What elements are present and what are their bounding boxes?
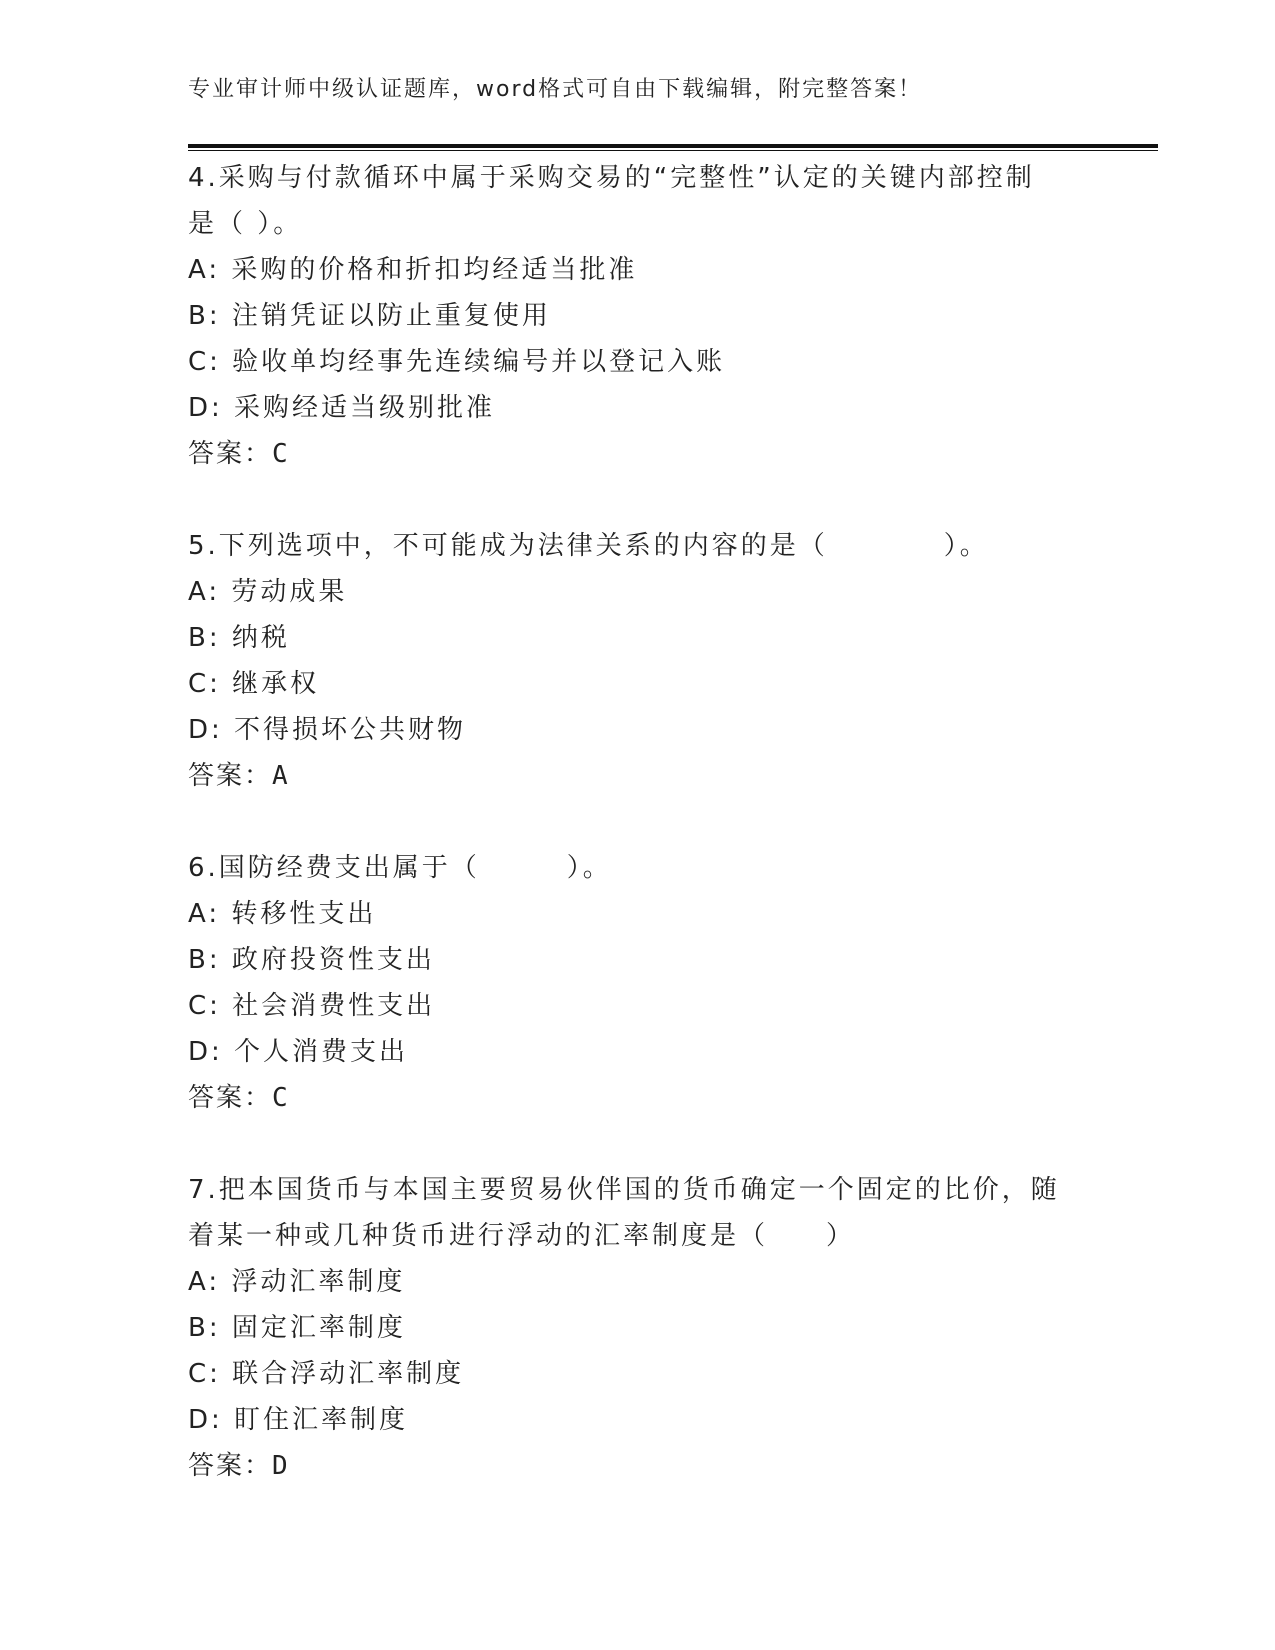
answer-value: C [272, 1083, 288, 1113]
question-stem-continued: 着某一种或几种货币进行浮动的汇率制度是（ ） [188, 1221, 856, 1251]
option-d: D: 盯住汇率制度 [188, 1405, 409, 1435]
option-a: A: 劳动成果 [188, 577, 348, 607]
option-d: D: 个人消费支出 [188, 1037, 409, 1067]
option-d: D: 不得损坏公共财物 [188, 715, 467, 745]
question-stem: 4.采购与付款循环中属于采购交易的“完整性”认定的关键内部控制 [188, 163, 1035, 193]
question-7 [188, 1167, 1158, 1489]
header-divider-thin [188, 150, 1158, 151]
answer-label: 答案： [188, 761, 273, 791]
option-d: D: 采购经适当级别批准 [188, 393, 496, 423]
option-c: C: 社会消费性支出 [188, 991, 436, 1021]
option-c: C: 验收单均经事先连续编号并以登记入账 [188, 347, 726, 377]
answer-value: C [272, 439, 288, 469]
question-stem: 6.国防经费支出属于（ ）。 [188, 853, 612, 883]
question-6 [188, 845, 1158, 1121]
question-4 [188, 155, 1158, 477]
option-a: A: 采购的价格和折扣均经适当批准 [188, 255, 638, 285]
answer-label: 答案： [188, 1083, 273, 1113]
option-c: C: 继承权 [188, 669, 320, 699]
option-a: A: 浮动汇率制度 [188, 1267, 406, 1297]
answer-line [188, 431, 1158, 477]
question-stem-continued: 是（ ）。 [188, 209, 303, 239]
option-b: B: 注销凭证以防止重复使用 [188, 301, 551, 331]
question-stem: 7.把本国货币与本国主要贸易伙伴国的货币确定一个固定的比价，随 [188, 1175, 1060, 1205]
answer-label: 答案： [188, 1451, 273, 1481]
header-divider-thick [188, 144, 1158, 148]
question-5 [188, 523, 1158, 799]
option-b: B: 政府投资性支出 [188, 945, 435, 975]
option-b: B: 纳税 [188, 623, 290, 653]
answer-value: A [272, 761, 288, 791]
option-a: A: 转移性支出 [188, 899, 377, 929]
answer-value: D [272, 1451, 288, 1481]
option-b: B: 固定汇率制度 [188, 1313, 406, 1343]
answer-label: 答案： [188, 439, 273, 469]
answer-line [188, 1075, 1158, 1121]
page-header-title: 专业审计师中级认证题库，word格式可自由下载编辑，附完整答案！ [188, 77, 923, 102]
question-list [188, 155, 1158, 1535]
answer-line [188, 1443, 1158, 1489]
answer-line [188, 753, 1158, 799]
option-c: C: 联合浮动汇率制度 [188, 1359, 465, 1389]
question-stem: 5.下列选项中，不可能成为法律关系的内容的是（ ）。 [188, 531, 989, 561]
